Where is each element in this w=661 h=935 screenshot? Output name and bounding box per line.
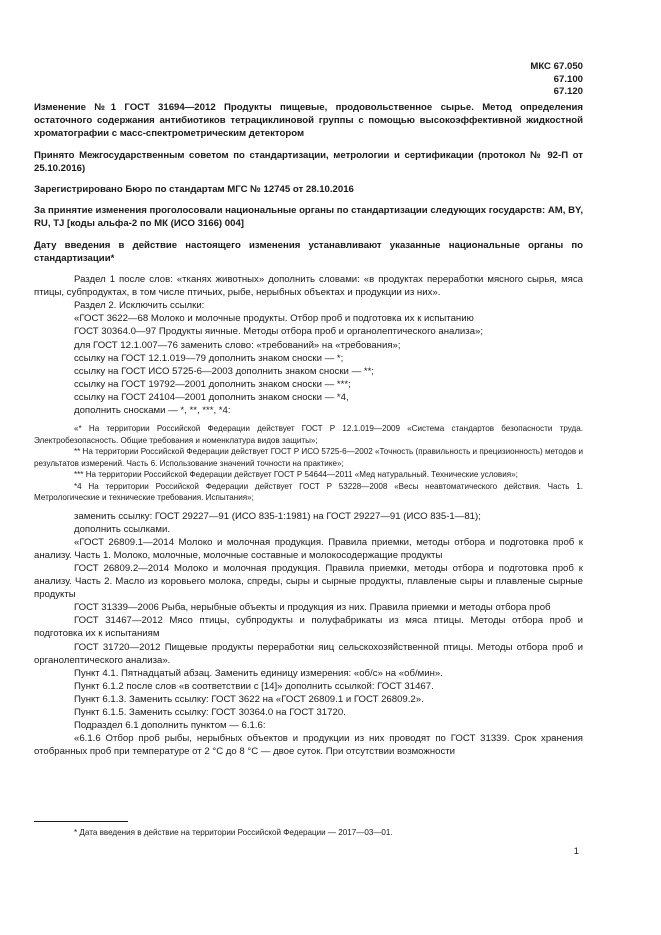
inline-footnotes [34, 423, 583, 504]
document-content [34, 101, 583, 758]
body-paragraph: ссылку на ГОСТ 19792—2001 дополнить знаком сноски — ***; [74, 378, 351, 390]
body-paragraph: ГОСТ 31339—2006 Рыба, нерыбные объекты и продукция из них. Правила приемки и методы отбора проб [74, 602, 551, 614]
mks-code: 67.120 [553, 86, 583, 98]
body-paragraph: ссылку на ГОСТ 24104—2001 дополнить знаком сноски — *4, [74, 391, 349, 403]
body-paragraph: заменить ссылку: ГОСТ 29227—91 (ИСО 835-1:1981) на ГОСТ 29227—91 (ИСО 835-1—81); [74, 510, 481, 522]
body-paragraph: Пункт 6.1.2 после слов «в соответствии с [14]» дополнить ссылкой: ГОСТ 31467. [74, 680, 434, 692]
voting-statement: За принятие изменения проголосовали национальные органы по стандартизации следующих государств: AM, BY, RU, TJ [коды альфа-2 по МК (ИСО 3166) 004] [34, 205, 584, 230]
body-paragraph: «ГОСТ 26809.1—2014 Молоко и молочная продукция. Правила приемки, методы отбора и подготовка проб к анализу. Часть 1. Молоко, молочные, молочные составные и молокосодержащие продукты [34, 536, 583, 561]
body-paragraph: Подраздел 6.1 дополнить пунктом — 6.1.6: [74, 720, 266, 732]
body-paragraph: ГОСТ 31720—2012 Пищевые продукты переработки яиц сельскохозяйственной птицы. Методы отбора проб и органолептического анализа». [34, 641, 583, 666]
footnote-separator [34, 821, 128, 822]
inline-footnote: «* На территории Российской Федерации действует ГОСТ Р 12.1.019—2009 «Система стандартов безопасности труда. Электробезопасность. Общие требования и номенклатура видов защиты»; [34, 424, 583, 445]
body-paragraph: «ГОСТ 3622—68 Молоко и молочные продукты. Отбор проб и подготовка их к испытанию [74, 313, 474, 325]
mks-codes [530, 61, 583, 99]
body-paragraph: ГОСТ 26809.2—2014 Молоко и молочная продукция. Правила приемки, методы отбора и подготовка проб к анализу. Часть 2. Масло из коровьего молока, спреды, сыры и сырные продукты, плавленые сыры и плавленые сырные продукты [34, 562, 583, 601]
registration-statement: Зарегистрировано Бюро по стандартам МГС № 12745 от 28.10.2016 [34, 184, 354, 196]
inline-footnote: ** На территории Российской Федерации действует ГОСТ Р ИСО 5725-6—2002 «Точность (правильность и прецизионность) методов и результатов измерений. Часть 6. Использование значений точности на практике»; [34, 447, 583, 468]
body-paragraph: дополнить сносками — *, **, ***, *4: [74, 404, 231, 416]
page-number: 1 [573, 846, 579, 857]
mks-code: МКС 67.050 [530, 61, 583, 72]
body-paragraph: «6.1.6 Отбор проб рыбы, нерыбных объектов и продукции из них проводят по ГОСТ 31339. Срок хранения отобранных проб при температуре от 2 °С до 8 °С — двое суток. При отсутствии возможности [34, 733, 583, 758]
inline-footnote: *4 На территории Российской Федерации действует ГОСТ Р 53228—2008 «Весы неавтоматического действия. Часть 1. Метрологические и технические требования. Испытания»; [34, 481, 583, 503]
body-paragraph: ссылку на ГОСТ 12.1.019—79 дополнить знаком сноски — *; [74, 352, 344, 364]
body-paragraph: Раздел 2. Исключить ссылки: [74, 300, 205, 312]
body-paragraph: для ГОСТ 12.1.007—76 заменить слово: «требований» на «требования»; [74, 339, 401, 351]
body-paragraph: Пункт 6.1.5. Заменить ссылку: ГОСТ 30364.0 на ГОСТ 31720. [74, 706, 346, 718]
effective-date-statement: Дату введения в действие настоящего изменения устанавливают указанные национальные органы по стандартизации* [34, 239, 583, 264]
amendment-body [34, 273, 583, 758]
body-paragraph: Пункт 4.1. Пятнадцатый абзац. Заменить единицу измерения: «об/с» на «об/мин». [74, 667, 443, 679]
body-paragraph: дополнить ссылками. [74, 523, 171, 535]
amendment-title: Изменение №1 ГОСТ 31694—2012 Продукты пищевые, продовольственное сырье. Метод определения остаточного содержания антибиотиков тетрациклиновой группы с помощью высокоэффективной жидкостной хроматографии с масс-спектрометрическим детектором [34, 102, 583, 140]
inline-footnote: *** На территории Российской Федерации действует ГОСТ Р 54644—2011 «Мед натуральный. Технические условия»; [74, 470, 518, 480]
body-paragraph: ГОСТ 31467—2012 Мясо птицы, субпродукты и полуфабрикаты из мяса птицы. Методы отбора проб и подготовка их к испытаниям [34, 615, 583, 640]
body-paragraph: ГОСТ 30364.0—97 Продукты яичные. Методы отбора проб и органолептического анализа»; [74, 326, 484, 338]
mks-code: 67.100 [553, 73, 583, 85]
body-paragraph: Раздел 1 после слов: «тканях животных» дополнить словами: «в продуктах переработки мясного сырья, мяса птицы, субпродуктах, в том числе птичьих, рыбе, нерыбных объектах и продукции из них». [34, 274, 583, 299]
adopted-statement: Принято Межгосударственным советом по стандартизации, метрологии и сертификации (протокол № 92-П от 25.10.2016) [34, 149, 583, 174]
body-paragraph: ссылку на ГОСТ ИСО 5725-6—2003 дополнить знаком сноски — **; [74, 365, 374, 377]
body-paragraph: Пункт 6.1.3. Заменить ссылку: ГОСТ 3622 на «ГОСТ 26809.1 и ГОСТ 26809.2». [74, 693, 424, 705]
page-footnote: * Дата введения в действие на территории Российской Федерации — 2017—03—01. [74, 828, 393, 837]
